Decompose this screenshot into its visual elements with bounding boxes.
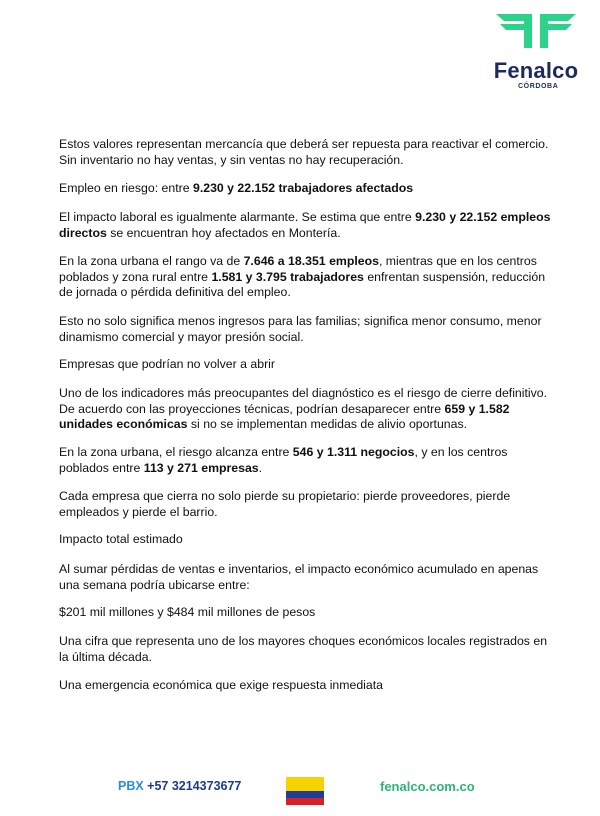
paragraph <box>59 210 551 241</box>
pbx-label: PBX <box>118 779 144 793</box>
footer-website-link[interactable]: fenalco.com.co <box>380 779 475 794</box>
paragraph <box>59 254 551 301</box>
text-run: Empleo en riesgo: entre <box>59 181 193 195</box>
paragraph <box>59 314 551 345</box>
footer-phone <box>118 779 241 793</box>
text-run: En la zona urbana, el riesgo alcanza entre <box>59 445 293 459</box>
impact-range <box>59 605 551 621</box>
fenalco-emblem-icon <box>492 10 580 54</box>
section-heading-businesses <box>59 357 551 373</box>
text-run: Empresas que podrían no volver a abrir <box>59 357 275 371</box>
text-run: Esto no solo significa menos ingresos para las familias; significa menor consumo, menor dinamismo comercial y mayor presión social. <box>59 314 542 344</box>
brand-city: CÓRDOBA <box>518 83 559 90</box>
phone-number: +57 3214373677 <box>143 779 242 793</box>
text-run: Cada empresa que cierra no solo pierde su propietario: pierde proveedores, pierde empleados y pierde el barrio. <box>59 489 511 519</box>
text-run: Impacto total estimado <box>59 532 183 546</box>
paragraph <box>59 137 551 168</box>
colombia-flag-icon <box>286 777 324 805</box>
text-run: , mientras que en los centros poblados y zona rural entre <box>59 254 537 284</box>
bold-run: 546 y 1.311 negocios <box>292 445 415 459</box>
bold-run: 113 y 271 empresas <box>143 460 259 475</box>
text-run: Uno de los indicadores más preocupantes del diagnóstico es el riesgo de cierre definitivo. De acuerdo con las proyecciones técnicas, podrían desaparecer entre <box>59 386 548 416</box>
text-run: enfrentan suspensión, reducción de jornada o pérdida definitiva del empleo. <box>59 269 546 299</box>
bold-run: 7.646 a 18.351 empleos <box>243 254 379 268</box>
bold-run: 9.230 y 22.152 empleos directos <box>59 210 551 240</box>
paragraph <box>59 562 551 593</box>
text-run: . <box>258 460 263 475</box>
text-run: , y en los centros poblados entre <box>59 445 508 475</box>
text-run: El impacto laboral es igualmente alarmante. Se estima que entre <box>59 210 416 224</box>
fenalco-logo <box>488 10 584 90</box>
paragraph <box>59 634 551 665</box>
section-heading-employment <box>59 181 551 197</box>
bold-run: 1.581 y 3.795 trabajadores <box>211 269 364 284</box>
text-run: Al sumar pérdidas de ventas e inventarios, el impacto económico acumulado en apenas una semana podría ubicarse entre: <box>59 562 539 592</box>
text-run: $201 mil millones y $484 mil millones de pesos <box>59 605 316 619</box>
section-heading-total-impact <box>59 532 551 548</box>
bold-run: 9.230 y 22.152 trabajadores afectados <box>192 181 414 195</box>
bold-run: 659 y 1.582 unidades económicas <box>59 401 510 431</box>
brand-name: Fenalco <box>493 58 579 83</box>
paragraph <box>59 489 551 520</box>
text-run: En la zona urbana el rango va de <box>59 254 244 268</box>
paragraph <box>59 386 551 433</box>
text-run: Una cifra que representa uno de los mayores choques económicos locales registrados en la última década. <box>59 634 548 664</box>
closing-statement <box>59 678 551 694</box>
paragraph <box>59 445 551 476</box>
text-run: se encuentran hoy afectados en Montería. <box>106 225 341 240</box>
text-run: si no se implementan medidas de alivio oportunas. <box>187 417 468 431</box>
text-run: Estos valores representan mercancía que deberá ser repuesta para reactivar el comercio. Sin inventario no hay ventas, y sin ventas no hay recuperación. <box>59 137 549 167</box>
text-run: Una emergencia económica que exige respuesta inmediata <box>59 678 384 692</box>
